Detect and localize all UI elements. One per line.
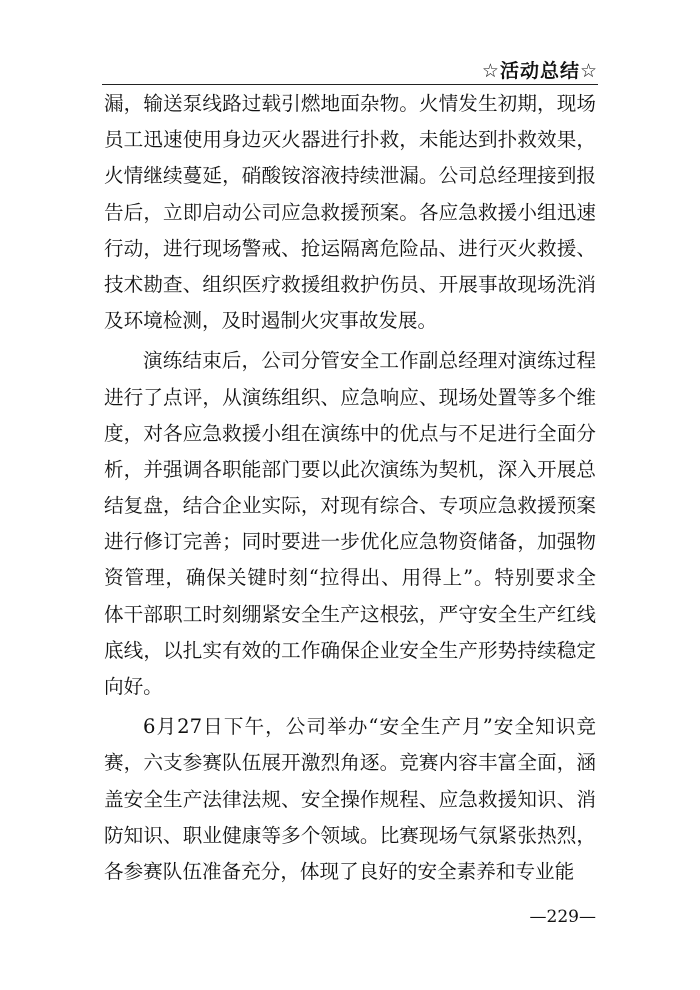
page-header bbox=[102, 50, 598, 85]
text-line: 漏，输送泵线路过载引燃地面杂物。火情发生初期，现场 bbox=[104, 92, 596, 115]
text-line: 资管理，确保关键时刻“拉得出、用得上”。特别要求全 bbox=[104, 566, 596, 590]
text-line: 及环境检测，及时遏制火灾事故发展。 bbox=[104, 309, 438, 333]
text-line: 火情继续蔓延，硝酸铵溶液持续泄漏。公司总经理接到报 bbox=[104, 164, 596, 188]
text-line: 结复盘，结合企业实际，对现有综合、专项应急救援预案 bbox=[104, 494, 596, 518]
text-line: 员工迅速使用身边灭火器进行扑救，未能达到扑救效果， bbox=[104, 128, 596, 152]
text-line: 度，对各应急救援小组在演练中的优点与不足进行全面分 bbox=[104, 421, 596, 445]
text-line: 告后，立即启动公司应急救援预案。各应急救援小组迅速 bbox=[104, 200, 596, 224]
paragraph bbox=[104, 86, 596, 339]
text-line: 赛，六支参赛队伍展开激烈角逐。竞赛内容丰富全面，涵 bbox=[104, 751, 596, 775]
text-line: 向好。 bbox=[104, 675, 163, 698]
text-line: 进行修订完善；同时要进一步优化应急物资储备，加强物 bbox=[104, 530, 596, 554]
text-line: 各参赛队伍准备充分，体现了良好的安全素养和专业能 bbox=[104, 859, 575, 883]
body-text bbox=[104, 86, 596, 890]
text-line: 析，并强调各职能部门要以此次演练为契机，深入开展总 bbox=[104, 457, 596, 481]
paragraph bbox=[104, 709, 596, 890]
text-line: 防知识、职业健康等多个领域。比赛现场气氛紧张热烈， bbox=[104, 823, 596, 847]
page-number: —229— bbox=[529, 907, 596, 927]
text-line: 盖安全生产法律法规、安全操作规程、应急救援知识、消 bbox=[104, 787, 596, 811]
text-line: 行动，进行现场警戒、抢运隔离危险品、进行灭火救援、 bbox=[104, 236, 596, 260]
header-title: ☆活动总结☆ bbox=[481, 60, 598, 82]
text-line: 演练结束后，公司分管安全工作副总经理对演练过程 bbox=[143, 349, 596, 373]
text-line: 6月27日下午，公司举办“安全生产月”安全知识竞 bbox=[143, 715, 596, 739]
text-line: 进行了点评，从演练组织、应急响应、现场处置等多个维 bbox=[104, 385, 596, 409]
text-line: 技术勘查、组织医疗救援组救护伤员、开展事故现场洗消 bbox=[104, 272, 596, 296]
paragraph bbox=[104, 343, 596, 705]
text-line: 体干部职工时刻绷紧安全生产这根弦，严守安全生产红线 bbox=[104, 602, 596, 626]
text-line: 底线，以扎实有效的工作确保企业安全生产形势持续稳定 bbox=[104, 638, 596, 662]
